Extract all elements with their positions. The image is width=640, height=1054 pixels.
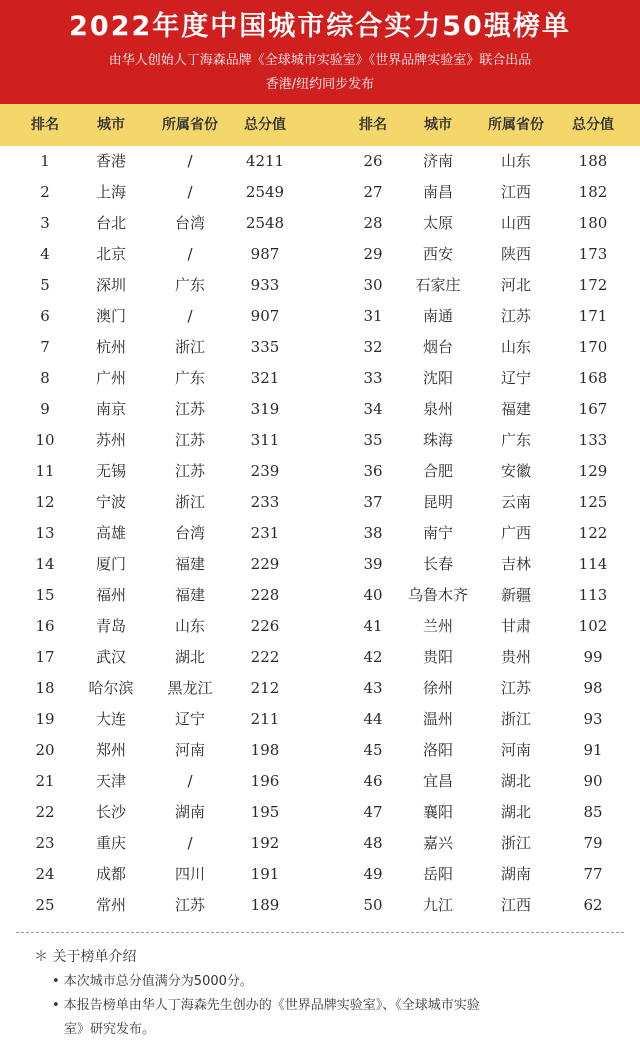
city-cell: 上海 <box>95 183 126 201</box>
rank-cell: 21 <box>35 772 55 790</box>
city-cell: 太原 <box>422 214 453 232</box>
score-cell: 180 <box>578 214 608 232</box>
col-city-right: 城市 <box>424 117 452 133</box>
rank-cell: 37 <box>363 493 383 511</box>
city-cell: 郑州 <box>95 741 126 759</box>
rank-cell: 33 <box>363 369 383 387</box>
rank-cell: 25 <box>35 896 55 914</box>
city-cell: 珠海 <box>422 431 453 449</box>
city-cell: 泉州 <box>422 400 453 418</box>
score-cell: 168 <box>578 369 608 387</box>
city-cell: 苏州 <box>95 431 126 449</box>
score-cell: 228 <box>250 586 280 604</box>
score-cell: 171 <box>578 307 608 325</box>
province-cell: 浙江 <box>500 834 531 852</box>
score-cell: 125 <box>578 493 608 511</box>
city-cell: 北京 <box>95 245 126 263</box>
score-cell: 102 <box>578 617 608 635</box>
score-cell: 62 <box>583 896 603 914</box>
city-cell: 九江 <box>422 896 453 914</box>
province-cell: 广东 <box>174 369 205 387</box>
table-row <box>0 394 640 425</box>
province-cell: 山东 <box>174 617 205 635</box>
city-cell: 高雄 <box>95 524 126 542</box>
city-cell: 哈尔滨 <box>88 679 134 697</box>
province-cell: / <box>187 183 193 201</box>
score-cell: 226 <box>250 617 280 635</box>
rank-cell: 23 <box>35 834 55 852</box>
rank-cell: 2 <box>40 183 50 201</box>
rank-cell: 1 <box>40 152 50 170</box>
score-cell: 233 <box>250 493 280 511</box>
city-cell: 洛阳 <box>422 741 453 759</box>
score-cell: 2548 <box>245 214 285 232</box>
rank-cell: 17 <box>35 648 55 666</box>
city-cell: 武汉 <box>95 648 126 666</box>
rank-cell: 12 <box>35 493 55 511</box>
table-row <box>0 518 640 549</box>
city-cell: 澳门 <box>95 307 126 325</box>
table-row <box>0 363 640 394</box>
score-cell: 113 <box>578 586 608 604</box>
city-cell: 南通 <box>422 307 453 325</box>
province-cell: 福建 <box>500 400 531 418</box>
score-cell: 98 <box>583 679 603 697</box>
city-cell: 成都 <box>95 865 126 883</box>
rank-cell: 32 <box>363 338 383 356</box>
score-cell: 212 <box>250 679 280 697</box>
score-cell: 129 <box>578 462 608 480</box>
province-cell: 湖南 <box>500 865 531 883</box>
score-cell: 79 <box>583 834 603 852</box>
city-cell: 长沙 <box>95 803 126 821</box>
rank-cell: 4 <box>40 245 50 263</box>
province-cell: 山西 <box>500 214 531 232</box>
table-row <box>0 239 640 270</box>
province-cell: / <box>187 307 193 325</box>
city-cell: 常州 <box>95 896 126 914</box>
rank-cell: 16 <box>35 617 55 635</box>
score-cell: 90 <box>583 772 603 790</box>
province-cell: 台湾 <box>174 524 205 542</box>
province-cell: 江西 <box>500 183 531 201</box>
province-cell: 浙江 <box>174 493 205 511</box>
rank-cell: 29 <box>363 245 383 263</box>
score-cell: 311 <box>250 431 280 449</box>
city-cell: 广州 <box>95 369 126 387</box>
col-city-left: 城市 <box>97 117 125 133</box>
table-row <box>0 890 640 921</box>
page-title: 2022年度中国城市综合实力50强榜单 <box>69 11 571 42</box>
score-cell: 231 <box>250 524 280 542</box>
rank-cell: 14 <box>35 555 55 573</box>
city-cell: 嘉兴 <box>422 834 453 852</box>
table-row <box>0 611 640 642</box>
city-cell: 沈阳 <box>422 369 453 387</box>
province-cell: 江苏 <box>174 431 205 449</box>
province-cell: / <box>187 834 193 852</box>
table-row <box>0 208 640 239</box>
province-cell: 安徽 <box>500 462 531 480</box>
city-cell: 台北 <box>95 214 126 232</box>
score-cell: 198 <box>250 741 280 759</box>
col-province-left: 所属省份 <box>162 117 218 133</box>
table-row <box>0 332 640 363</box>
rank-cell: 28 <box>363 214 383 232</box>
province-cell: 四川 <box>174 865 205 883</box>
city-cell: 兰州 <box>422 617 453 635</box>
city-cell: 重庆 <box>95 834 126 852</box>
col-rank-left: 排名 <box>31 117 59 133</box>
note-item: 室》研究发布。 <box>64 1022 156 1037</box>
table-row <box>0 859 640 890</box>
city-cell: 天津 <box>95 772 126 790</box>
score-cell: 167 <box>578 400 608 418</box>
table-row <box>0 828 640 859</box>
rank-cell: 35 <box>363 431 383 449</box>
province-cell: 河北 <box>500 276 531 294</box>
table-row <box>0 146 640 177</box>
rank-cell: 3 <box>40 214 50 232</box>
rank-cell: 43 <box>363 679 383 697</box>
release-note: 香港/纽约同步发布 <box>265 77 375 92</box>
city-cell: 青岛 <box>95 617 126 635</box>
rank-cell: 34 <box>363 400 383 418</box>
province-cell: 黑龙江 <box>167 679 213 697</box>
province-cell: 江苏 <box>174 400 205 418</box>
table-row <box>0 270 640 301</box>
score-cell: 239 <box>250 462 280 480</box>
city-cell: 深圳 <box>95 276 126 294</box>
rank-cell: 24 <box>35 865 55 883</box>
rank-cell: 30 <box>363 276 383 294</box>
city-cell: 徐州 <box>422 679 453 697</box>
score-cell: 189 <box>250 896 280 914</box>
city-cell: 长春 <box>422 555 453 573</box>
table-row <box>0 177 640 208</box>
province-cell: 新疆 <box>500 586 531 604</box>
col-score-right: 总分值 <box>572 117 614 133</box>
rank-cell: 40 <box>363 586 383 604</box>
score-cell: 196 <box>250 772 280 790</box>
city-cell: 无锡 <box>95 462 126 480</box>
province-cell: / <box>187 245 193 263</box>
table-row <box>0 797 640 828</box>
rank-cell: 48 <box>363 834 383 852</box>
rank-cell: 45 <box>363 741 383 759</box>
rank-cell: 46 <box>363 772 383 790</box>
rank-cell: 38 <box>363 524 383 542</box>
province-cell: 广西 <box>500 524 531 542</box>
score-cell: 77 <box>583 865 603 883</box>
table-row <box>0 766 640 797</box>
rank-cell: 27 <box>363 183 383 201</box>
score-cell: 133 <box>578 431 608 449</box>
province-cell: 广东 <box>500 431 531 449</box>
city-cell: 南京 <box>95 400 126 418</box>
score-cell: 191 <box>250 865 280 883</box>
province-cell: 云南 <box>500 493 531 511</box>
score-cell: 933 <box>250 276 280 294</box>
province-cell: 江苏 <box>500 679 531 697</box>
rank-cell: 10 <box>35 431 55 449</box>
rank-cell: 39 <box>363 555 383 573</box>
rank-cell: 49 <box>363 865 383 883</box>
province-cell: 江苏 <box>174 896 205 914</box>
rank-cell: 8 <box>40 369 50 387</box>
province-cell: / <box>187 152 193 170</box>
province-cell: 辽宁 <box>174 710 205 728</box>
province-cell: 江苏 <box>174 462 205 480</box>
province-cell: 广东 <box>174 276 205 294</box>
score-cell: 114 <box>578 555 608 573</box>
city-cell: 济南 <box>422 152 453 170</box>
province-cell: 江苏 <box>500 307 531 325</box>
col-rank-right: 排名 <box>359 117 387 133</box>
city-cell: 南宁 <box>422 524 453 542</box>
score-cell: 907 <box>250 307 280 325</box>
rank-cell: 13 <box>35 524 55 542</box>
city-cell: 昆明 <box>422 493 453 511</box>
city-cell: 西安 <box>422 245 453 263</box>
rank-cell: 18 <box>35 679 55 697</box>
province-cell: 河南 <box>500 741 531 759</box>
score-cell: 211 <box>250 710 280 728</box>
province-cell: 台湾 <box>174 214 205 232</box>
rank-cell: 26 <box>363 152 383 170</box>
table-row <box>0 549 640 580</box>
city-cell: 南昌 <box>422 183 453 201</box>
col-score-left: 总分值 <box>244 117 286 133</box>
province-cell: 吉林 <box>500 555 531 573</box>
table-row <box>0 673 640 704</box>
province-cell: 陕西 <box>500 245 531 263</box>
city-cell: 岳阳 <box>422 865 453 883</box>
rank-cell: 5 <box>40 276 50 294</box>
province-cell: 山东 <box>500 152 531 170</box>
table-row <box>0 642 640 673</box>
city-cell: 厦门 <box>95 555 126 573</box>
rank-cell: 41 <box>363 617 383 635</box>
table-row <box>0 456 640 487</box>
score-cell: 188 <box>578 152 608 170</box>
score-cell: 195 <box>250 803 280 821</box>
province-cell: 湖南 <box>174 803 205 821</box>
rank-cell: 15 <box>35 586 55 604</box>
score-cell: 321 <box>250 369 280 387</box>
province-cell: 辽宁 <box>500 369 531 387</box>
city-cell: 宜昌 <box>422 772 453 790</box>
score-cell: 4211 <box>245 152 285 170</box>
report-header <box>0 0 640 104</box>
table-row <box>0 580 640 611</box>
score-cell: 2549 <box>245 183 285 201</box>
divider <box>16 932 624 933</box>
score-cell: 122 <box>578 524 608 542</box>
city-cell: 温州 <box>422 710 453 728</box>
score-cell: 85 <box>583 803 603 821</box>
province-cell: 湖北 <box>500 772 531 790</box>
city-cell: 襄阳 <box>422 803 453 821</box>
score-cell: 222 <box>250 648 280 666</box>
score-cell: 173 <box>578 245 608 263</box>
province-cell: 河南 <box>174 741 205 759</box>
score-cell: 172 <box>578 276 608 294</box>
province-cell: 贵州 <box>500 648 531 666</box>
rank-cell: 9 <box>40 400 50 418</box>
score-cell: 99 <box>583 648 603 666</box>
note-item: • 本次城市总分值满分为5000分。 <box>52 974 253 989</box>
table-row <box>0 735 640 766</box>
table-row <box>0 425 640 456</box>
city-cell: 烟台 <box>422 338 453 356</box>
rank-cell: 22 <box>35 803 55 821</box>
note-item: • 本报告榜单由华人丁海森先生创办的《世界品牌实验室》、《全球城市实验 <box>52 998 480 1013</box>
city-cell: 合肥 <box>422 462 453 480</box>
table-row <box>0 704 640 735</box>
table-header <box>0 104 640 146</box>
province-cell: 福建 <box>174 586 205 604</box>
rank-cell: 19 <box>35 710 55 728</box>
rank-cell: 44 <box>363 710 383 728</box>
province-cell: 湖北 <box>174 648 205 666</box>
rank-cell: 31 <box>363 307 383 325</box>
city-cell: 贵阳 <box>422 648 453 666</box>
score-cell: 319 <box>250 400 280 418</box>
rank-cell: 42 <box>363 648 383 666</box>
city-cell: 石家庄 <box>415 276 461 294</box>
score-cell: 182 <box>578 183 608 201</box>
score-cell: 91 <box>583 741 603 759</box>
score-cell: 987 <box>250 245 280 263</box>
province-cell: 甘肃 <box>500 617 531 635</box>
rank-cell: 36 <box>363 462 383 480</box>
rank-cell: 20 <box>35 741 55 759</box>
city-cell: 宁波 <box>95 493 126 511</box>
city-cell: 大连 <box>95 710 126 728</box>
score-cell: 93 <box>583 710 603 728</box>
rank-cell: 47 <box>363 803 383 821</box>
rank-cell: 11 <box>35 462 55 480</box>
notes-title: ＊ 关于榜单介绍 <box>34 949 137 965</box>
page-subtitle: 由华人创始人丁海森品牌《全球城市实验室》《世界品牌实验室》联合出品 <box>108 53 532 68</box>
province-cell: / <box>187 772 193 790</box>
rank-cell: 50 <box>363 896 383 914</box>
table-row <box>0 301 640 332</box>
table-row <box>0 487 640 518</box>
city-cell: 香港 <box>95 152 126 170</box>
province-cell: 江西 <box>500 896 531 914</box>
province-cell: 福建 <box>174 555 205 573</box>
rank-cell: 6 <box>40 307 50 325</box>
city-cell: 杭州 <box>95 338 126 356</box>
score-cell: 192 <box>250 834 280 852</box>
city-cell: 乌鲁木齐 <box>407 586 468 604</box>
province-cell: 浙江 <box>500 710 531 728</box>
province-cell: 湖北 <box>500 803 531 821</box>
col-province-right: 所属省份 <box>488 117 544 133</box>
city-cell: 福州 <box>95 586 126 604</box>
province-cell: 山东 <box>500 338 531 356</box>
score-cell: 335 <box>250 338 280 356</box>
province-cell: 浙江 <box>174 338 205 356</box>
rank-cell: 7 <box>40 338 50 356</box>
score-cell: 229 <box>250 555 280 573</box>
score-cell: 170 <box>578 338 608 356</box>
